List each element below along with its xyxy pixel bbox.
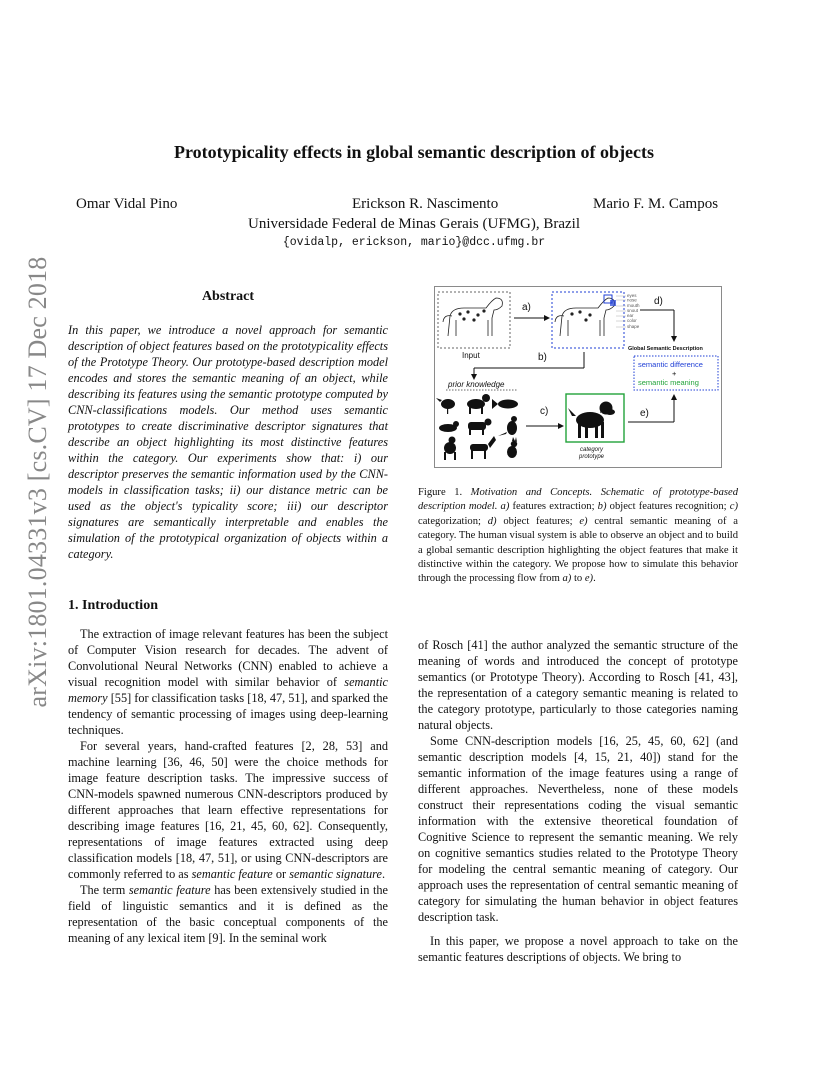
label-e: e) xyxy=(640,408,649,419)
introduction-body xyxy=(68,626,388,946)
caption-label: Figure 1. xyxy=(418,487,471,498)
arxiv-identifier: arXiv:1801.04331v3 [cs.CV] 17 Dec 2018 xyxy=(23,256,52,708)
introduction-heading: 1. Introduction xyxy=(68,598,158,613)
caption-marker: e) xyxy=(579,515,588,527)
plus-sign: + xyxy=(672,369,677,378)
figure-1-diagram xyxy=(434,286,722,468)
right-paragraph-1: of Rosch [41] the author analyzed the semantic structure of the meaning of words and introduced the concept of prototype semantics (or Prototype Theory). According to Rosch [41, 43], the representation of a category semantic meaning is related to the category prototype, particularly to those categories naming natural objects. xyxy=(418,638,738,732)
intro-p2-text-a: For several years, hand-crafted features [2, 28, 53] and machine learning [36, 46, 50] were the choice methods for image feature description tasks. The impressive success of CNN-models spawned numerous CNN-descriptors produced by different approaches that learn effective representations for describing image features [16, 21, 45, 60, 62]. Consequently, representations of image features extracted using deep classification models [18, 47, 51], or using CNN-descriptors are commonly referred to as xyxy=(68,739,388,881)
author-1: Omar Vidal Pino xyxy=(76,196,178,212)
intro-p3-term: semantic feature xyxy=(128,883,211,897)
intro-p3-text-b: has been extensively studied in the field of linguistic semantics and it is defined as the representation of the basic conceptual components of the meaning of any lexical item [9]. In the seminal work xyxy=(68,883,388,945)
caption-marker: c) xyxy=(729,501,738,513)
feature-nose: nose xyxy=(627,297,637,303)
caption-text: object features recognition; xyxy=(606,501,730,513)
label-d: d) xyxy=(654,296,663,307)
intro-paragraph-3 xyxy=(68,882,388,946)
author-3: Mario F. M. Campos xyxy=(593,196,719,212)
abstract-paragraph: In this paper, we introduce a novel approach for semantic description of object features based on the prototypicality effects of the Prototype Theory. Our prototype-based description model encodes and stores the semantic meaning of an object, while describing its features using the semantic prototype computed by CNN-classifications models. Our method uses semantic prototypes to create discriminative descriptor signatures that describe an object highlighting its most distinctive features within the category. Our experiments show that: i) our descriptor preserves the semantic information used by the CNN-models in classification tasks; ii) our distance metric can be used as the object's typicality score; iii) our descriptor signatures are semantically interpretable and enables the simulation of the prototypical organization of objects within a category. xyxy=(68,323,388,561)
intro-p2-text-c: . xyxy=(381,867,386,881)
abstract-text xyxy=(68,322,388,562)
abstract-heading: Abstract xyxy=(201,289,255,304)
semantic-difference-label: semantic difference xyxy=(638,360,703,369)
arxiv-sidebar xyxy=(16,256,60,708)
author-emails: {ovidalp, erickson, mario}@dcc.ufmg.br xyxy=(282,236,546,249)
semantic-meaning-label: semantic meaning xyxy=(638,378,699,387)
caption-text: object features; xyxy=(496,515,580,527)
caption-text: to xyxy=(571,573,585,585)
caption-text: . xyxy=(593,573,596,585)
prototype-label: prototype xyxy=(579,454,605,460)
feature-region-nose xyxy=(610,300,616,306)
prior-knowledge-label: prior knowledge xyxy=(448,380,505,389)
caption-marker: a) xyxy=(562,573,572,585)
intro-p1-term: semantic memory xyxy=(68,675,388,705)
intro-p1-text-a: The extraction of image relevant features has been the subject of Computer Vision research for decades. The advent of Convolutional Neural Networks (CNN) enabled to achieve a visual recognition model with similar behavior of xyxy=(68,627,388,689)
feature-eyes: eyes xyxy=(627,293,637,298)
label-c: c) xyxy=(540,406,549,417)
intro-p1-text-b: [55] for classification tasks [18, 47, 51], and sparked the tendency of semantic processing of images using deep-learning techniques. xyxy=(68,691,388,737)
intro-p2-text-b: or xyxy=(272,867,290,881)
right-column-body xyxy=(418,637,738,965)
global-description-title: Global Semantic Description xyxy=(628,346,703,352)
right-paragraph-2: Some CNN-description models [16, 25, 45, 60, 62] (and semantic description models [4, 15, 21, 40]) stand for the semantic information of the image features using a range of different approaches. Nevertheless, none of these models construct their representations coding the visual semantic information with the extensive theoretical foundation of Cognitive Science to represent the semantic meaning. We rely on cognitive semantics studies related to the Prototype Theory for modeling the central semantic meaning of category. Our approach uses the representation of central semantic meaning of category for simulating the human behavior in object features description task. xyxy=(418,734,738,924)
feature-shape: shape xyxy=(627,324,640,329)
intro-p2-term-1: semantic feature xyxy=(191,867,273,881)
intro-paragraph-2 xyxy=(68,738,388,882)
caption-text: features extraction; xyxy=(509,501,598,513)
right-paragraph-3: In this paper, we propose a novel approach to take on the semantic features descriptions of objects. We bring to xyxy=(418,934,738,964)
figure-1-caption xyxy=(418,486,738,587)
figure-1 xyxy=(434,286,722,468)
caption-marker: b) xyxy=(597,501,607,513)
label-b: b) xyxy=(538,352,547,363)
affiliation: Universidade Federal de Minas Gerais (UFMG), Brazil xyxy=(248,216,580,232)
label-a: a) xyxy=(522,302,531,313)
caption-marker: e) xyxy=(584,573,594,585)
caption-marker: d) xyxy=(487,515,497,527)
feature-snout: snout xyxy=(627,308,639,313)
feature-color: color xyxy=(627,318,637,323)
feature-mouth: mouth xyxy=(627,303,640,308)
intro-paragraph-1 xyxy=(68,626,388,738)
category-label: category xyxy=(580,447,604,453)
caption-text: central semantic meaning of a category. The human visual system is able to observe an object and to build a global semantic description highlighting the object features that make it distinctive within the category. We propose how to simulate this behavior through the processing flow from xyxy=(418,515,739,585)
author-2: Erickson R. Nascimento xyxy=(352,196,499,212)
caption-title: Motivation and Concepts. Schematic of prototype-based description model. a) xyxy=(418,487,738,513)
caption-text: categorization; xyxy=(418,515,488,527)
intro-p3-text-a: The term xyxy=(80,883,129,897)
intro-p2-term-2: semantic signature xyxy=(289,867,382,881)
feature-ear: ear xyxy=(627,313,634,318)
input-label: Input xyxy=(462,351,480,360)
paper-title: Prototypicality effects in global semantic description of objects xyxy=(173,142,655,162)
